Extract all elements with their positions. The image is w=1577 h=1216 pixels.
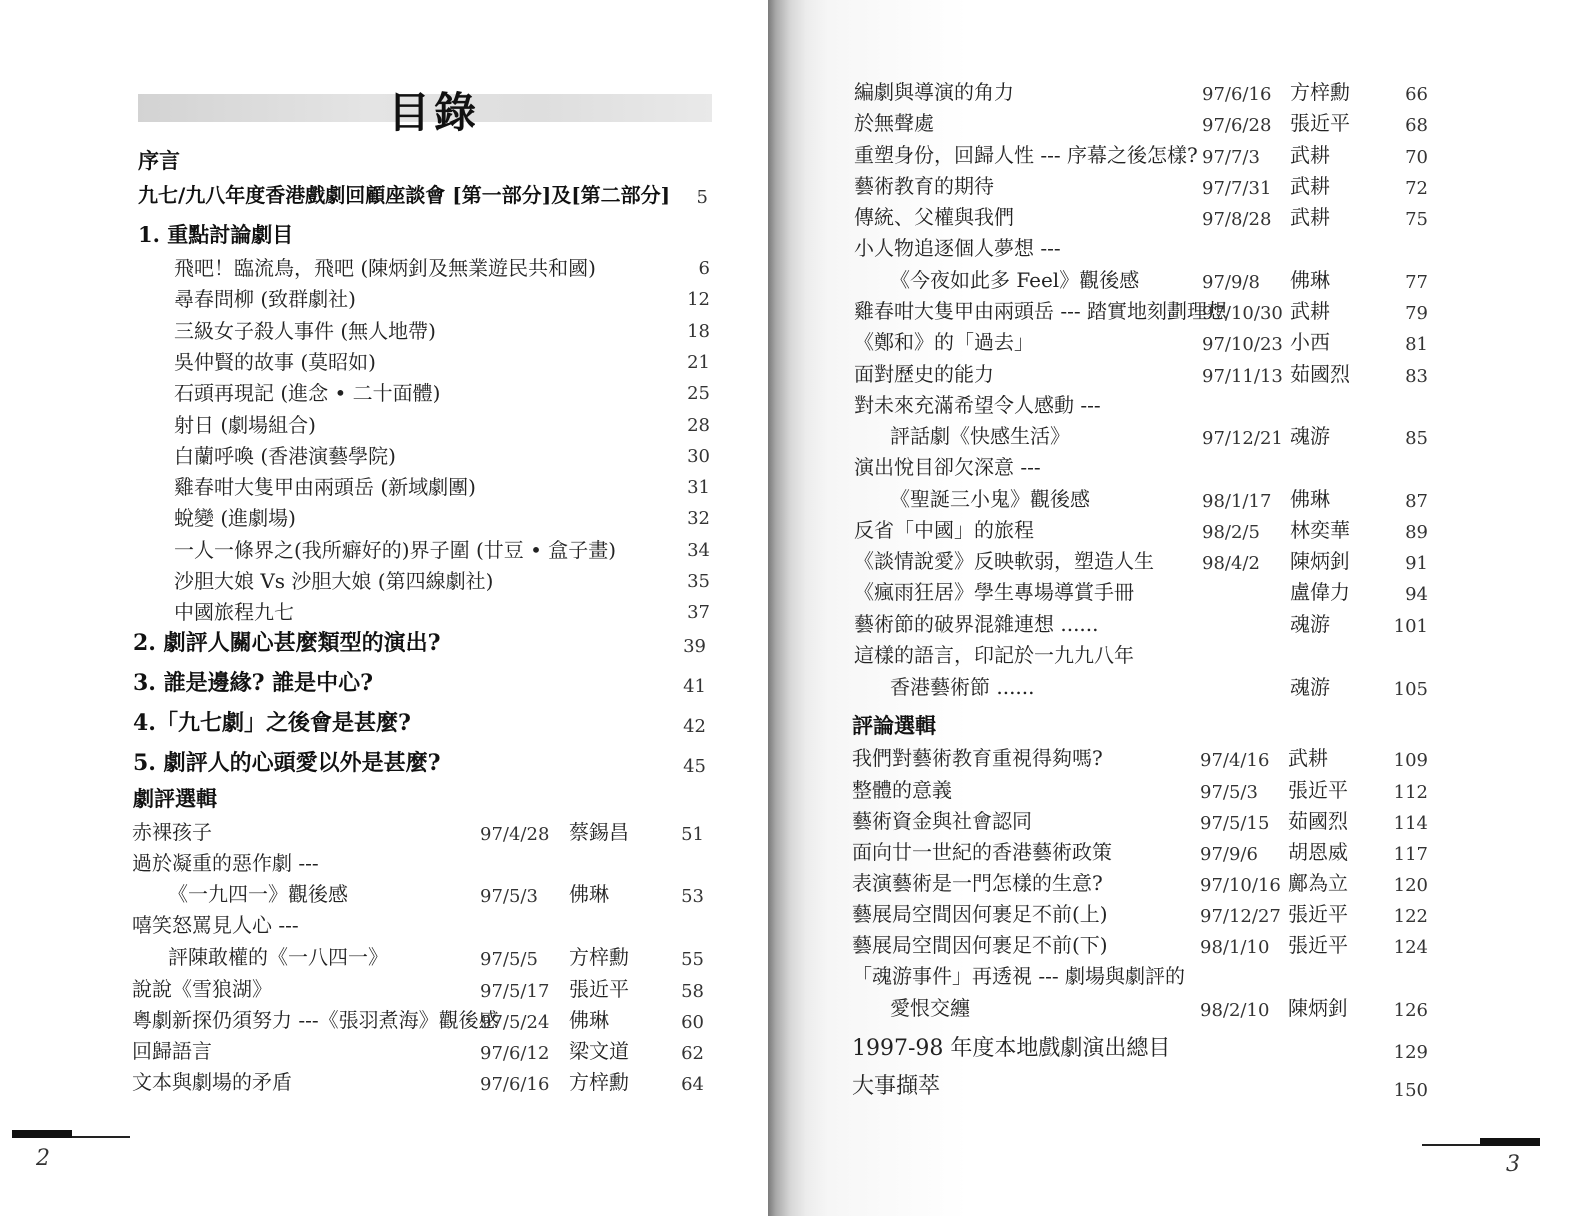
commentary-page: 124 bbox=[1393, 937, 1428, 958]
review-page: 91 bbox=[1405, 553, 1428, 574]
review-title: 評話劇《快感生活》 bbox=[890, 424, 1070, 448]
commentary-author: 陳炳釗 bbox=[1288, 996, 1348, 1020]
review-page: 83 bbox=[1405, 366, 1428, 387]
review-title: 過於凝重的惡作劇 --- bbox=[132, 851, 319, 875]
commentary-title: 愛恨交纏 bbox=[890, 996, 970, 1020]
review-row bbox=[0, 947, 768, 973]
toc-row bbox=[0, 289, 768, 315]
review-author: 方梓勳 bbox=[569, 1070, 629, 1094]
appendix-title: 大事擷萃 bbox=[852, 1074, 941, 1099]
review-page: 72 bbox=[1405, 178, 1428, 199]
review-row bbox=[0, 884, 768, 910]
review-title: 面對歷史的能力 bbox=[854, 362, 994, 386]
review-title: 《一九四一》觀後感 bbox=[168, 882, 348, 906]
commentary-author: 武耕 bbox=[1288, 746, 1328, 770]
seminar-page: 5 bbox=[696, 187, 708, 208]
commentary-heading: 評論選輯 bbox=[852, 713, 936, 738]
review-author: 佛琳 bbox=[569, 882, 609, 906]
entry-page: 37 bbox=[687, 602, 710, 624]
review-page: 87 bbox=[1405, 491, 1428, 512]
entry-title: 飛吧！臨流鳥，飛吧 (陳炳釗及無業遊民共和國) bbox=[174, 256, 596, 280]
review-title: 小人物追逐個人夢想 --- bbox=[854, 236, 1061, 260]
review-author: 蔡錫昌 bbox=[569, 820, 629, 844]
review-title: 說說《雪狼湖》 bbox=[132, 977, 272, 1001]
review-page: 89 bbox=[1405, 522, 1428, 543]
section-page: 41 bbox=[683, 676, 706, 697]
review-date: 97/8/28 bbox=[1202, 209, 1272, 230]
commentary-row bbox=[768, 780, 1577, 806]
toc-section-row bbox=[0, 672, 768, 700]
footer-rule-thick bbox=[12, 1130, 72, 1138]
commentary-page: 114 bbox=[1393, 813, 1428, 834]
review-title: 雞春咁大隻甲由兩頭岳 --- 踏實地刻劃理想 bbox=[854, 299, 1227, 323]
review-author: 盧偉力 bbox=[1290, 580, 1350, 604]
commentary-page: 117 bbox=[1393, 844, 1428, 865]
entry-page: 35 bbox=[687, 571, 710, 592]
entry-title: 雞春咁大隻甲由兩頭岳 (新域劇團) bbox=[174, 475, 476, 500]
commentary-title: 整體的意義 bbox=[852, 778, 952, 802]
review-author: 方梓勳 bbox=[569, 945, 629, 969]
review-date: 98/2/5 bbox=[1202, 522, 1260, 543]
footer-rule-thin-right bbox=[1422, 1144, 1480, 1146]
review-title: 粵劇新探仍須努力 ---《張羽煮海》觀後感 bbox=[132, 1008, 499, 1032]
review-row bbox=[768, 457, 1577, 483]
entry-title: 中國旅程九七 bbox=[174, 600, 294, 625]
review-page: 77 bbox=[1405, 272, 1428, 293]
review-row bbox=[768, 270, 1577, 296]
commentary-row bbox=[768, 998, 1577, 1024]
entry-page: 30 bbox=[687, 445, 710, 467]
review-row bbox=[0, 1041, 768, 1067]
review-title: 《鄭和》的「過去」 bbox=[854, 330, 1034, 354]
review-title: 編劇與導演的角力 bbox=[854, 80, 1014, 104]
review-author: 陳炳釗 bbox=[1290, 549, 1350, 573]
review-author: 林奕華 bbox=[1290, 518, 1350, 542]
review-author: 方梓勳 bbox=[1290, 80, 1350, 104]
toc-row bbox=[0, 258, 768, 284]
section-title: 5. 劇評人的心頭愛以外是甚麼? bbox=[133, 750, 441, 776]
preface-heading: 序言 bbox=[138, 148, 180, 173]
review-row bbox=[768, 426, 1577, 452]
review-page: 62 bbox=[681, 1043, 704, 1064]
review-row bbox=[0, 1072, 768, 1098]
review-author: 魂游 bbox=[1290, 612, 1330, 636]
commentary-row bbox=[768, 748, 1577, 774]
review-page: 75 bbox=[1405, 209, 1428, 230]
review-title: 香港藝術節 ...... bbox=[890, 675, 1035, 699]
review-author: 武耕 bbox=[1290, 143, 1330, 167]
section-title: 3. 誰是邊緣? 誰是中心? bbox=[133, 670, 374, 696]
review-title: 對未來充滿希望令人感動 --- bbox=[854, 393, 1101, 417]
toc-row bbox=[0, 383, 768, 409]
entry-title: 一人一條界之(我所癖好的)界子圍 (廿豆 • 盒子畫) bbox=[174, 537, 617, 562]
appendix-row bbox=[768, 1038, 1577, 1066]
page-title: 目錄 bbox=[388, 88, 481, 137]
commentary-date: 97/9/6 bbox=[1200, 844, 1258, 865]
review-date: 97/11/13 bbox=[1202, 366, 1283, 387]
commentary-title: 藝術資金與社會認同 bbox=[852, 809, 1032, 833]
toc-row bbox=[0, 571, 768, 597]
review-row bbox=[0, 822, 768, 848]
page-number-left: 2 bbox=[36, 1146, 50, 1171]
commentary-title: 「魂游事件」再透視 --- 劇場與劇評的 bbox=[852, 964, 1185, 988]
commentary-page: 109 bbox=[1393, 750, 1428, 771]
entry-title: 蛻變 (進劇場) bbox=[174, 506, 296, 531]
commentary-author: 茹國烈 bbox=[1288, 809, 1348, 833]
review-author: 武耕 bbox=[1290, 174, 1330, 198]
commentary-page: 126 bbox=[1393, 1000, 1428, 1021]
review-title: 於無聲處 bbox=[854, 111, 934, 135]
commentary-date: 97/10/16 bbox=[1200, 875, 1281, 896]
review-page: 85 bbox=[1405, 428, 1428, 449]
review-title: 文本與劇場的矛盾 bbox=[132, 1070, 292, 1094]
toc-section-row bbox=[0, 752, 768, 780]
review-title: 《瘋雨狂居》學生專場導賞手冊 bbox=[854, 580, 1134, 604]
commentary-title: 表演藝術是一門怎樣的生意? bbox=[852, 871, 1103, 895]
commentary-date: 98/2/10 bbox=[1200, 1000, 1270, 1021]
toc-section-row bbox=[0, 712, 768, 740]
commentary-row bbox=[768, 935, 1577, 961]
commentary-author: 胡恩威 bbox=[1288, 840, 1348, 864]
review-author: 小西 bbox=[1290, 330, 1330, 354]
appendix-row bbox=[768, 1076, 1577, 1104]
toc-section-row bbox=[0, 632, 768, 660]
review-row bbox=[768, 176, 1577, 202]
commentary-title: 我們對藝術教育重視得夠嗎? bbox=[852, 746, 1103, 770]
reviews-heading: 劇評選輯 bbox=[133, 786, 217, 811]
review-page: 66 bbox=[1405, 84, 1428, 105]
review-row bbox=[0, 915, 768, 941]
toc-row bbox=[0, 412, 768, 441]
entry-page: 18 bbox=[687, 320, 710, 342]
review-date: 98/1/17 bbox=[1202, 491, 1272, 512]
review-author: 張近平 bbox=[1290, 111, 1350, 135]
appendix-title: 1997-98 年度本地戲劇演出總目 bbox=[852, 1036, 1171, 1061]
review-row bbox=[768, 677, 1577, 703]
review-row bbox=[0, 853, 768, 879]
commentary-title: 面向廿一世紀的香港藝術政策 bbox=[852, 840, 1112, 864]
review-date: 97/6/12 bbox=[480, 1043, 550, 1064]
review-page: 70 bbox=[1405, 147, 1428, 168]
review-title: 重塑身份，回歸人性 --- 序幕之後怎樣? bbox=[854, 143, 1198, 167]
commentary-page: 120 bbox=[1393, 875, 1428, 896]
review-page: 68 bbox=[1405, 115, 1428, 136]
review-page: 105 bbox=[1393, 679, 1428, 700]
review-page: 58 bbox=[681, 981, 704, 1002]
review-date: 97/9/8 bbox=[1202, 272, 1260, 293]
entry-title: 石頭再現記 (進念 • 二十面體) bbox=[174, 381, 441, 406]
review-page: 101 bbox=[1393, 616, 1428, 637]
review-date: 97/5/24 bbox=[480, 1012, 550, 1033]
commentary-page: 122 bbox=[1393, 906, 1428, 927]
review-author: 佛琳 bbox=[1290, 487, 1330, 511]
toc-row bbox=[0, 349, 768, 378]
review-title: 《聖誕三小鬼》觀後感 bbox=[890, 487, 1090, 511]
review-row bbox=[768, 582, 1577, 608]
review-page: 64 bbox=[681, 1074, 704, 1095]
review-row bbox=[768, 145, 1577, 171]
review-date: 97/6/16 bbox=[480, 1074, 550, 1095]
review-author: 魂游 bbox=[1290, 424, 1330, 448]
commentary-row bbox=[768, 811, 1577, 837]
right-page bbox=[768, 0, 1577, 1216]
entry-title: 三級女子殺人事件 (無人地帶) bbox=[174, 318, 436, 343]
page-number-right: 3 bbox=[1506, 1152, 1520, 1177]
footer-rule-thin bbox=[72, 1136, 130, 1138]
entry-title: 白蘭呼喚 (香港演藝學院) bbox=[174, 443, 396, 468]
entry-page: 25 bbox=[687, 383, 710, 405]
review-date: 97/5/3 bbox=[480, 886, 538, 907]
entry-title: 沙胆大娘 Vs 沙胆大娘 (第四線劇社) bbox=[174, 569, 494, 593]
review-row bbox=[0, 1010, 768, 1036]
commentary-date: 98/1/10 bbox=[1200, 937, 1270, 958]
appendix-page: 129 bbox=[1393, 1042, 1428, 1063]
review-page: 51 bbox=[681, 824, 704, 845]
commentary-date: 97/5/3 bbox=[1200, 782, 1258, 803]
review-row bbox=[768, 82, 1577, 108]
entry-page: 28 bbox=[687, 414, 710, 436]
review-row bbox=[768, 614, 1577, 640]
review-author: 梁文道 bbox=[569, 1039, 629, 1063]
commentary-author: 鄺為立 bbox=[1288, 871, 1348, 895]
review-row bbox=[768, 238, 1577, 264]
review-row bbox=[768, 489, 1577, 515]
review-row bbox=[768, 645, 1577, 671]
commentary-row bbox=[768, 966, 1577, 992]
review-date: 97/10/23 bbox=[1202, 334, 1283, 355]
review-row bbox=[768, 207, 1577, 233]
commentary-page: 112 bbox=[1393, 782, 1428, 803]
review-date: 97/10/30 bbox=[1202, 303, 1283, 324]
review-title: 回歸語言 bbox=[132, 1039, 212, 1063]
review-author: 茹國烈 bbox=[1290, 362, 1350, 386]
appendix-page: 150 bbox=[1393, 1080, 1428, 1101]
review-title: 藝術教育的期待 bbox=[854, 174, 994, 198]
review-page: 94 bbox=[1405, 584, 1428, 605]
toc-row bbox=[0, 477, 768, 503]
review-title: 《談情說愛》反映軟弱，塑造人生 bbox=[854, 549, 1154, 573]
section-page: 39 bbox=[683, 636, 706, 657]
commentary-date: 97/12/27 bbox=[1200, 906, 1281, 927]
commentary-date: 97/5/15 bbox=[1200, 813, 1270, 834]
review-date: 97/6/16 bbox=[1202, 84, 1272, 105]
entry-title: 射日 (劇場組合) bbox=[174, 412, 316, 437]
review-row bbox=[768, 301, 1577, 327]
commentary-title: 藝展局空間因何裹足不前(上) bbox=[852, 902, 1108, 926]
entry-page: 34 bbox=[687, 539, 710, 561]
commentary-row bbox=[768, 873, 1577, 899]
toc-row bbox=[0, 602, 768, 628]
toc-row bbox=[0, 443, 768, 472]
review-page: 60 bbox=[681, 1012, 704, 1033]
toc-row bbox=[0, 537, 768, 566]
entry-page: 12 bbox=[687, 289, 710, 311]
entry-page: 21 bbox=[687, 351, 710, 373]
review-title: 這樣的語言，印記於一九九八年 bbox=[854, 643, 1134, 667]
review-author: 佛琳 bbox=[1290, 268, 1330, 292]
commentary-author: 張近平 bbox=[1288, 933, 1348, 957]
review-row bbox=[768, 332, 1577, 358]
review-page: 55 bbox=[681, 949, 704, 970]
toc-row bbox=[0, 318, 768, 347]
review-title: 演出悅目卻欠深意 --- bbox=[854, 455, 1041, 479]
review-row bbox=[768, 364, 1577, 390]
review-title: 傳統、父權與我們 bbox=[854, 205, 1014, 229]
entry-page: 31 bbox=[687, 477, 710, 499]
review-title: 赤裸孩子 bbox=[132, 820, 212, 844]
review-date: 97/12/21 bbox=[1202, 428, 1283, 449]
review-author: 武耕 bbox=[1290, 205, 1330, 229]
footer-rule-thick-right bbox=[1480, 1138, 1540, 1146]
review-date: 97/5/17 bbox=[480, 981, 550, 1002]
review-date: 97/4/28 bbox=[480, 824, 550, 845]
review-date: 97/6/28 bbox=[1202, 115, 1272, 136]
commentary-row bbox=[768, 842, 1577, 868]
review-row bbox=[768, 113, 1577, 139]
review-title: 藝術節的破界混雜連想 ...... bbox=[854, 612, 1099, 636]
review-row bbox=[768, 520, 1577, 546]
review-author: 張近平 bbox=[569, 977, 629, 1001]
entry-title: 尋春問柳 (致群劇社) bbox=[174, 287, 356, 312]
review-row bbox=[0, 979, 768, 1005]
review-page: 79 bbox=[1405, 303, 1428, 324]
review-title: 嘻笑怒罵見人心 --- bbox=[132, 913, 299, 937]
commentary-row bbox=[768, 904, 1577, 930]
section-page: 45 bbox=[683, 756, 706, 777]
review-author: 武耕 bbox=[1290, 299, 1330, 323]
commentary-title: 藝展局空間因何裹足不前(下) bbox=[852, 933, 1108, 957]
review-page: 53 bbox=[681, 886, 704, 907]
section-title: 2. 劇評人關心甚麼類型的演出? bbox=[133, 630, 441, 656]
review-date: 97/5/5 bbox=[480, 949, 538, 970]
review-title: 評陳敢權的《一八四一》 bbox=[168, 945, 388, 969]
review-date: 97/7/31 bbox=[1202, 178, 1272, 199]
review-page: 81 bbox=[1405, 334, 1428, 355]
entry-page: 32 bbox=[687, 508, 710, 530]
review-title: 《今夜如此多 Feel》觀後感 bbox=[890, 268, 1140, 292]
review-title: 反省「中國」的旅程 bbox=[854, 518, 1034, 542]
review-author: 魂游 bbox=[1290, 675, 1330, 699]
review-row bbox=[768, 395, 1577, 421]
section-page: 42 bbox=[683, 716, 706, 737]
section-1-heading: 1. 重點討論劇目 bbox=[138, 222, 294, 247]
entry-page: 6 bbox=[698, 258, 710, 279]
review-date: 98/4/2 bbox=[1202, 553, 1260, 574]
review-author: 佛琳 bbox=[569, 1008, 609, 1032]
commentary-author: 張近平 bbox=[1288, 902, 1348, 926]
commentary-date: 97/4/16 bbox=[1200, 750, 1270, 771]
toc-row bbox=[0, 508, 768, 534]
left-page bbox=[0, 0, 768, 1216]
seminar-title: 九七/九八年度香港戲劇回顧座談會 [第一部分]及[第二部分] bbox=[138, 183, 671, 207]
commentary-author: 張近平 bbox=[1288, 778, 1348, 802]
section-title: 4.「九七劇」之後會是甚麼? bbox=[133, 710, 411, 736]
entry-title: 吳仲賢的故事 (莫昭如) bbox=[174, 349, 376, 374]
review-row bbox=[768, 551, 1577, 577]
review-date: 97/7/3 bbox=[1202, 147, 1260, 168]
